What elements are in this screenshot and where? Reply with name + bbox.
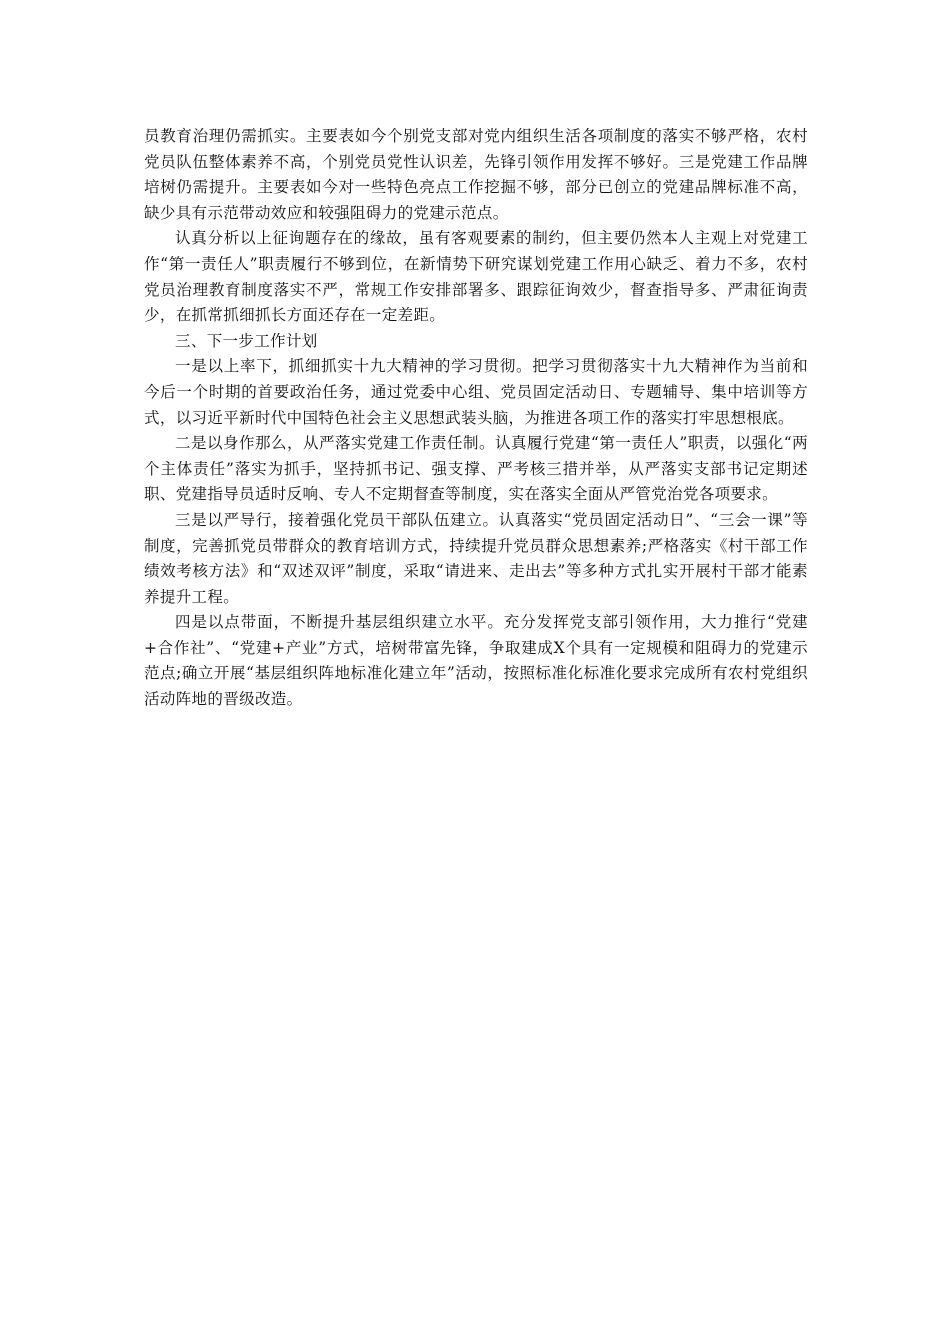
paragraph-plan-three: 三是以严导行，接着强化党员干部队伍建立。认真落实“党员固定活动日”、“三会一课”等制度，完善抓党员带群众的教育培训方式，持续提升党员群众思想素养;严格落实《村干部工作绩效考核方法》和“双述双评”制度，采取“请进来、走出去”等多种方式扎实开展村干部才能素养提升工程。	[144, 510, 808, 606]
document-body	[144, 124, 808, 713]
section-heading-next-plan: 三、下一步工作计划	[175, 331, 318, 350]
paragraph-continuation: 员教育治理仍需抓实。主要表如今个别党支部对党内组织生活各项制度的落实不够严格，农村党员队伍整体素养不高，个别党员党性认识差，先锋引领作用发挥不够好。三是党建工作品牌培树仍需提升。主要表如今对一些特色亮点工作挖掘不够，部分已创立的党建品牌标准不高，缺少具有示范带动效应和较强阻碍力的党建示范点。	[144, 127, 808, 222]
paragraph-cause-analysis: 认真分析以上征询题存在的缘故，虽有客观要素的制约，但主要仍然本人主观上对党建工作“第一责任人”职责履行不够到位，在新情势下研究谋划党建工作用心缺乏、着力不多，农村党员治理教育制度落实不严，常规工作安排部署多、跟踪征询效少，督查指导多、严肃征询责少，在抓常抓细抓长方面还存在一定差距。	[144, 229, 808, 325]
paragraph-plan-one: 一是以上率下，抓细抓实十九大精神的学习贯彻。把学习贯彻落实十九大精神作为当前和今后一个时期的首要政治任务，通过党委中心组、党员固定活动日、专题辅导、集中培训等方式，以习近平新时代中国特色社会主义思想武装头脑，为推进各项工作的落实打牢思想根底。	[144, 357, 808, 427]
paragraph-plan-four: 四是以点带面，不断提升基层组织建立水平。充分发挥党支部引领作用，大力推行“党建+合作社”、“党建+产业”方式，培树带富先锋，争取建成X个具有一定规模和阻碍力的党建示范点;确立开展“基层组织阵地标准化建立年”活动，按照标准化标准化要求完成所有农村党组织活动阵地的晋级改造。	[144, 613, 808, 709]
paragraph-plan-two: 二是以身作那么，从严落实党建工作责任制。认真履行党建“第一责任人”职责，以强化“两个主体责任”落实为抓手，坚持抓书记、强支撑、严考核三措并举，从严落实支部书记定期述职、党建指导员适时反响、专人不定期督查等制度，实在落实全面从严管党治党各项要求。	[144, 434, 808, 504]
